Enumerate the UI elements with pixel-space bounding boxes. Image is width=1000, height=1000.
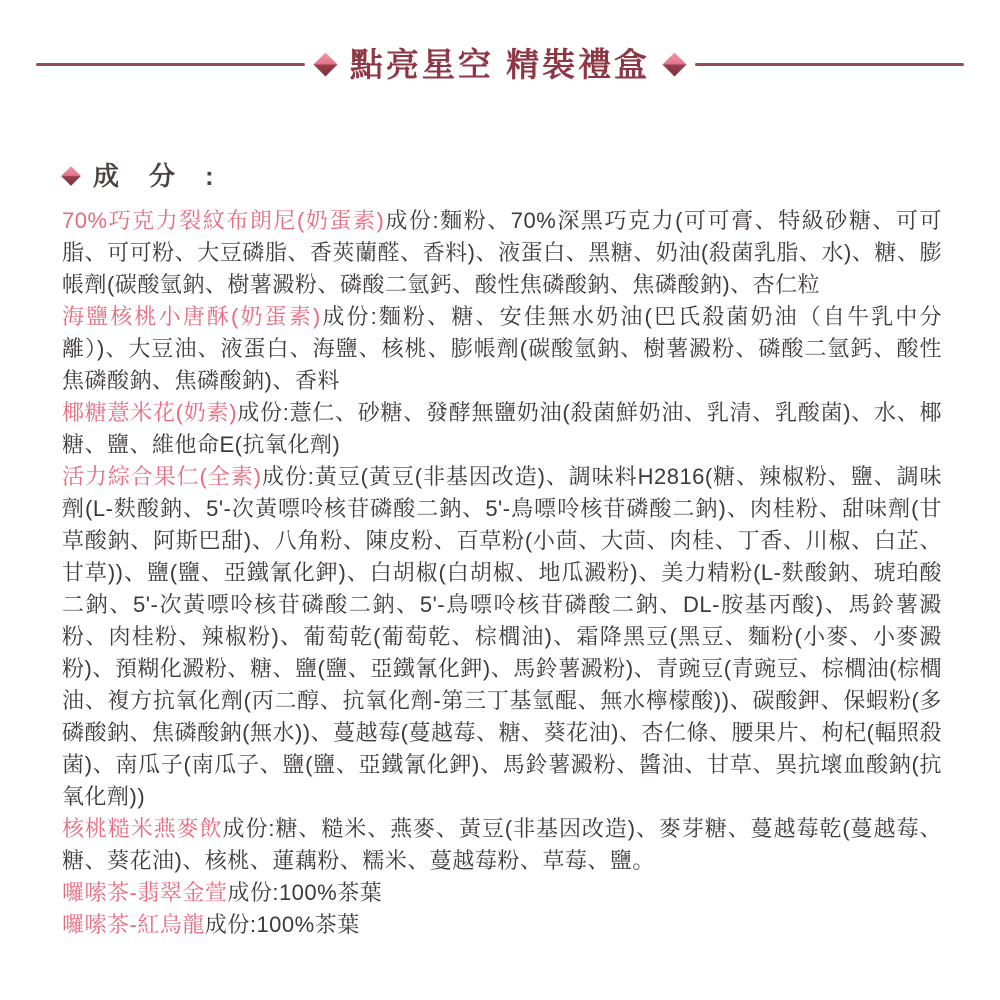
ingredients-section-header <box>64 162 1000 191</box>
ingredient-item <box>62 205 942 301</box>
ingredient-item <box>62 397 942 461</box>
title-banner <box>0 0 1000 84</box>
title-line-right <box>695 63 964 66</box>
title-line-left <box>36 63 305 66</box>
page-title: 點亮星空 精裝禮盒 <box>349 46 651 83</box>
product-ingredients: 成份:薏仁、砂糖、發酵無鹽奶油(殺菌鮮奶油、乳清、乳酸菌)、水、椰糖、鹽、維他命E(抗氧化劑) <box>62 399 942 457</box>
product-ingredients: 成份:麵粉、糖、安佳無水奶油(巴氏殺菌奶油（自牛乳中分離）)、大豆油、液蛋白、海鹽、核桃、膨帳劑(碳酸氫鈉、樹薯澱粉、磷酸二氫鈣、酸性焦磷酸鈉、焦磷酸鈉)、香料 <box>62 303 942 393</box>
ingredient-item <box>62 461 942 813</box>
diamond-icon <box>61 166 81 186</box>
diamond-icon <box>313 53 337 77</box>
ingredient-item <box>62 813 942 877</box>
product-ingredients: 成份:麵粉、70%深黑巧克力(可可膏、特級砂糖、可可脂、可可粉、大豆磷脂、香莢蘭醛、香料)、液蛋白、黑糖、奶油(殺菌乳脂、水)、糖、膨帳劑(碳酸氫鈉、樹薯澱粉、磷酸二氫鈣、酸性焦磷酸鈉、焦磷酸鈉)、杏仁粒 <box>62 207 942 297</box>
product-name: 70%巧克力裂紋布朗尼(奶蛋素) <box>62 207 385 233</box>
section-title: 成 分 : <box>93 160 216 191</box>
product-name: 核桃糙米燕麥飲 <box>62 815 223 841</box>
ingredient-item <box>62 301 942 397</box>
product-ingredients: 成份:100%茶葉 <box>204 911 360 937</box>
ingredient-item <box>62 877 942 909</box>
product-ingredients: 成份:糖、糙米、燕麥、黃豆(非基因改造)、麥芽糖、蔓越莓乾(蔓越莓、糖、葵花油)、核桃、蓮藕粉、糯米、蔓越莓粉、草莓、鹽。 <box>62 815 942 873</box>
product-name: 活力綜合果仁(全素) <box>62 463 262 489</box>
ingredients-list <box>62 205 942 941</box>
product-name: 囉嗦茶-紅烏龍 <box>62 911 205 937</box>
product-name: 海鹽核桃小唐酥(奶蛋素) <box>62 303 321 329</box>
product-ingredients: 成份:黃豆(黃豆(非基因改造)、調味料H2816(糖、辣椒粉、鹽、調味劑(L-麩酸鈉、5'-次黃嘌呤核苷磷酸二鈉、5'-鳥嘌呤核苷磷酸二鈉)、肉桂粉、甜味劑(甘草酸鈉、阿斯巴甜)、八角粉、陳皮粉、百草粉(小茴、大茴、肉桂、丁香、川椒、白芷、甘草))、鹽(鹽、亞鐵氰化鉀)、白胡椒(白胡椒、地瓜澱粉)、美力精粉(L-麩酸鈉、琥珀酸二鈉、5'-次黃嘌呤核苷磷酸二鈉、5'-鳥嘌呤核苷磷酸二鈉、DL-胺基丙酸)、馬鈴薯澱粉、肉桂粉、辣椒粉)、葡萄乾(葡萄乾、棕櫚油)、霜降黑豆(黑豆、麵粉(小麥、小麥澱粉)、預糊化澱粉、糖、鹽(鹽、亞鐵氰化鉀)、馬鈴薯澱粉)、青豌豆(青豌豆、棕櫚油(棕櫚油、複方抗氧化劑(丙二醇、抗氧化劑-第三丁基氫醌、無水檸檬酸))、碳酸鉀、保蝦粉(多磷酸鈉、焦磷酸鈉(無水))、蔓越莓(蔓越莓、糖、葵花油)、杏仁條、腰果片、枸杞(輻照殺菌)、南瓜子(南瓜子、鹽(鹽、亞鐵氰化鉀)、馬鈴薯澱粉、醬油、甘草、異抗壞血酸鈉(抗氧化劑)) <box>62 463 942 809</box>
ingredient-item <box>62 909 942 941</box>
product-ingredients: 成份:100%茶葉 <box>227 879 383 905</box>
product-name: 囉嗦茶-翡翠金萱 <box>62 879 228 905</box>
diamond-icon <box>663 53 687 77</box>
product-name: 椰糖薏米花(奶素) <box>62 399 238 425</box>
